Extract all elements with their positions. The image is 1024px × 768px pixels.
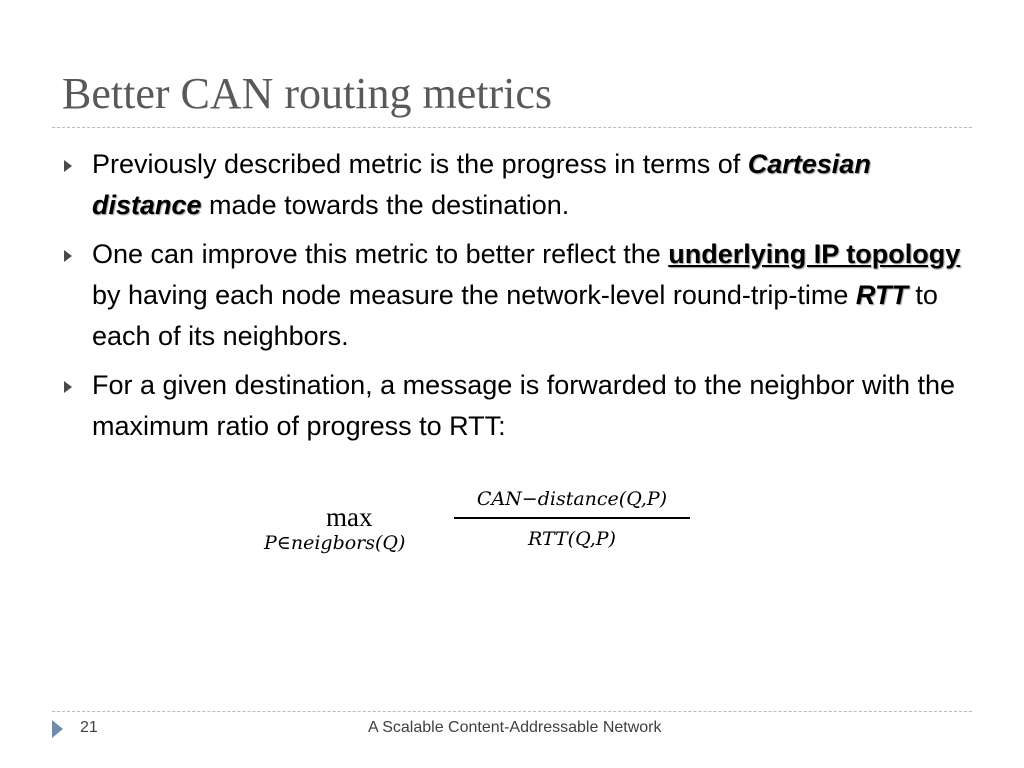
bullet-list: [62, 144, 962, 455]
formula-fraction-bar: [454, 517, 690, 519]
formula-numerator: CAN−distance(Q,P): [476, 488, 668, 510]
link-underlying-ip-topology[interactable]: underlying IP topology: [668, 239, 961, 269]
slide-title: Better CAN routing metrics: [62, 69, 553, 118]
bullet-item: [62, 234, 962, 357]
bullet-arrow-icon: [64, 250, 72, 262]
routing-formula: [264, 480, 704, 570]
bullet-text: For a given destination, a message is forwarded to the neighbor with the maximum ratio of progress to RTT:: [92, 370, 955, 441]
bullet-text: by having each node measure the network-level round-trip-time: [92, 280, 856, 310]
formula-denominator: RTT(Q,P): [528, 528, 616, 550]
bullet-text: Previously described metric is the progress in terms of: [92, 149, 748, 179]
footer-arrow-icon: [52, 720, 63, 738]
bullet-item: [62, 365, 962, 447]
page-number: 21: [80, 719, 98, 736]
bullet-item: [62, 144, 962, 226]
title-divider: [52, 127, 972, 128]
formula-max-operator: max: [326, 502, 373, 532]
bullet-text: to each of its neighbors.: [92, 280, 938, 351]
formula-max-subscript: P∈neigbors(Q): [264, 532, 406, 554]
footer-title: A Scalable Content-Addressable Network: [368, 719, 662, 736]
bullet-text: One can improve this metric to better reflect the: [92, 239, 669, 269]
emphasis-cartesian-distance: Cartesian distance: [92, 149, 871, 220]
bullet-arrow-icon: [64, 160, 72, 172]
emphasis-rtt: RTT: [855, 280, 908, 310]
bullet-arrow-icon: [64, 381, 72, 393]
footer-divider: [52, 711, 972, 712]
bullet-text: made towards the destination.: [201, 190, 570, 220]
